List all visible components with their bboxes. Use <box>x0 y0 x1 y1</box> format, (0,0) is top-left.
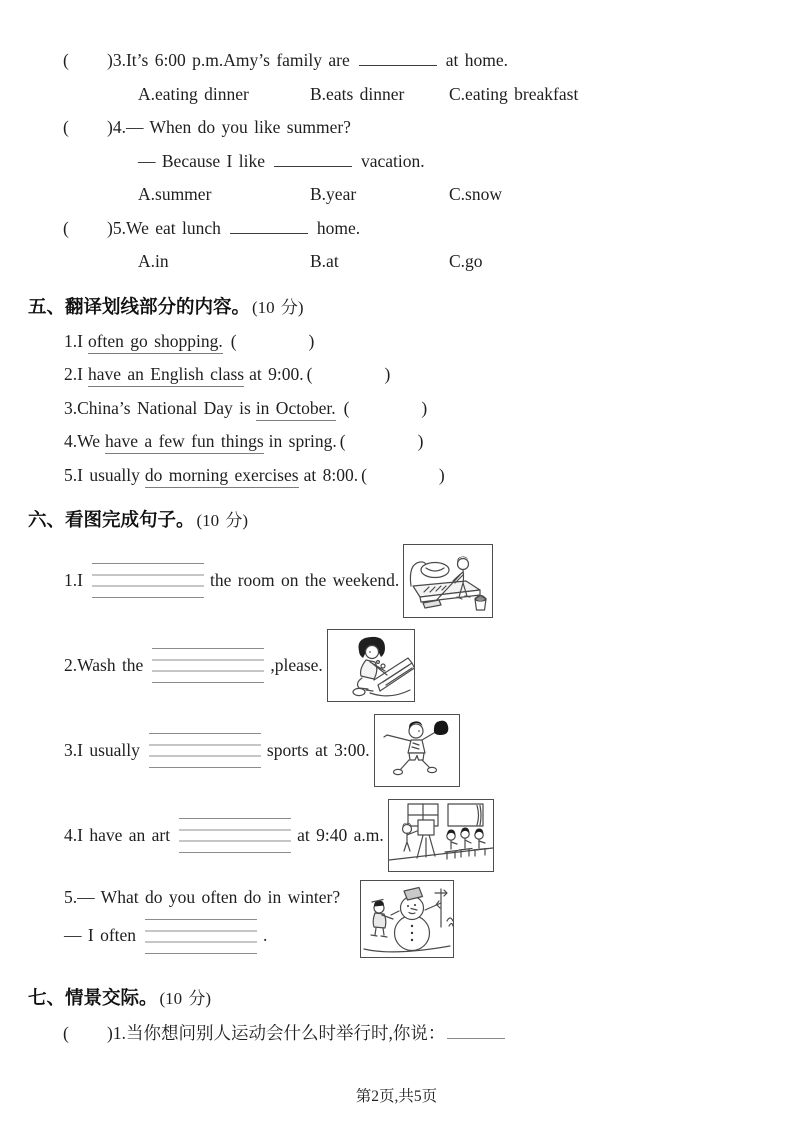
translation-item-2 <box>64 358 793 392</box>
answer-paren[interactable]: ( <box>63 1023 69 1043</box>
section-score: (10 分) <box>196 511 249 530</box>
stem-text: — Because I like <box>138 150 265 171</box>
situational-text: 当你想问别人运动会什么时举行时,你说： <box>125 1023 446 1043</box>
section-score: (10 分) <box>252 297 304 317</box>
answer-paren[interactable]: ( <box>63 50 69 70</box>
item-text: in spring. <box>268 431 337 451</box>
underlined-phrase: have an English class <box>88 364 244 387</box>
sentence-text: 3.I usually <box>64 740 140 760</box>
question-5 <box>63 212 793 279</box>
writing-lines-blank[interactable] <box>149 733 261 768</box>
situational-item-1 <box>63 1016 793 1050</box>
option-b[interactable]: B.year <box>310 184 357 204</box>
option-b[interactable]: B.eats dinner <box>310 83 405 104</box>
option-a[interactable]: A.eating dinner <box>138 83 249 104</box>
sentence-text: 1.I <box>64 570 83 590</box>
writing-lines-blank[interactable] <box>152 648 264 683</box>
stem-text: at home. <box>445 50 509 70</box>
picture-sentence-3 <box>64 708 793 793</box>
item-text: at 9:00. <box>249 364 304 384</box>
stem-text: vacation. <box>361 150 425 171</box>
answer-blank[interactable] <box>274 151 352 167</box>
translation-section <box>64 325 793 493</box>
option-a[interactable]: A.in <box>138 251 169 271</box>
multiple-choice-section <box>63 44 793 279</box>
underlined-phrase: have a few fun things <box>105 431 264 454</box>
dialogue-answer <box>64 916 340 954</box>
question-3-stem <box>63 44 793 78</box>
section-title-text: 六、看图完成句子。 <box>28 509 195 530</box>
sentence-text: the room on the weekend. <box>209 570 400 590</box>
grading-paren-open: ( <box>306 364 313 384</box>
translation-item-4 <box>64 425 793 459</box>
section-seven-title <box>28 981 793 1016</box>
response-blank[interactable] <box>447 1023 505 1039</box>
writing-lines-blank[interactable] <box>179 818 291 853</box>
page-number: 第2页,共5页 <box>355 1088 438 1105</box>
grading-paren-close: ) <box>417 431 424 451</box>
picture-sentence-4 <box>64 793 793 878</box>
grading-paren-open: ( <box>343 397 350 418</box>
sentence-text: — I often <box>64 925 137 945</box>
question-number: )1. <box>107 1023 126 1043</box>
question-4-options <box>63 178 793 212</box>
picture-sentence-5 <box>64 878 793 970</box>
question-number: )4. <box>107 117 126 137</box>
item-text: 3.China’s National Day is <box>64 397 251 418</box>
sentence-text: sports at 3:00. <box>266 740 370 760</box>
stem-text: It’s 6:00 p.m.Amy’s family are <box>125 50 350 70</box>
grading-paren-open: ( <box>230 330 237 351</box>
question-number: )5. <box>107 217 126 238</box>
question-4 <box>63 111 793 212</box>
translation-item-5 <box>64 459 793 493</box>
question-5-text-column <box>64 878 340 954</box>
item-text: at 8:00. <box>303 464 359 485</box>
sentence-text: at 9:40 a.m. <box>297 825 384 845</box>
option-a[interactable]: A.summer <box>138 184 212 204</box>
section-title-text: 五、翻译划线部分的内容。 <box>28 295 251 317</box>
option-c[interactable]: C.eating breakfast <box>449 83 579 104</box>
item-text: 5.I usually <box>64 464 140 485</box>
answer-paren[interactable]: ( <box>63 117 69 137</box>
translation-item-1 <box>64 325 793 359</box>
child-mopping-room-illustration <box>403 544 493 618</box>
dialogue-question: 5.— What do you often do in winter? <box>64 887 341 907</box>
item-text: 1.I <box>64 330 83 351</box>
grading-paren-close: ) <box>308 330 315 351</box>
option-c[interactable]: C.go <box>449 251 483 271</box>
picture-sentence-2 <box>64 623 793 708</box>
section-six-title <box>28 503 793 538</box>
section-five-title <box>28 290 793 325</box>
picture-sentence-1 <box>64 538 793 623</box>
question-3 <box>63 44 793 111</box>
underlined-phrase: do morning exercises <box>145 465 299 488</box>
grading-paren-open: ( <box>339 431 346 451</box>
page-footer <box>0 1084 793 1106</box>
underlined-phrase: in October. <box>256 398 336 421</box>
sentence-text: ,please. <box>270 655 323 675</box>
stem-text: home. <box>316 217 361 238</box>
stem-text: — When do you like summer? <box>125 117 351 137</box>
grading-paren-open: ( <box>361 464 367 485</box>
section-score: (10 分) <box>159 989 212 1008</box>
sentence-text: 2.Wash the <box>64 655 144 675</box>
grading-paren-close: ) <box>421 397 428 418</box>
boy-playing-sports-illustration <box>374 714 460 787</box>
writing-lines-blank[interactable] <box>92 563 204 598</box>
answer-blank[interactable] <box>359 50 437 66</box>
section-title-text: 七、情景交际。 <box>28 987 158 1008</box>
answer-blank[interactable] <box>230 218 308 234</box>
translation-item-3 <box>64 392 793 426</box>
sentence-text: . <box>263 925 268 945</box>
underlined-phrase: often go shopping. <box>88 331 223 354</box>
question-5-stem <box>63 212 793 246</box>
stem-text: We eat lunch <box>125 217 221 238</box>
girl-washing-clothes-illustration <box>327 629 415 702</box>
question-4-stem <box>63 111 793 145</box>
option-c[interactable]: C.snow <box>449 184 502 204</box>
question-4-reply <box>63 145 793 179</box>
writing-lines-blank[interactable] <box>145 919 257 954</box>
question-number: )3. <box>107 50 126 70</box>
snowman-illustration <box>360 880 454 958</box>
grading-paren-close: ) <box>438 464 445 485</box>
answer-paren[interactable]: ( <box>63 217 69 238</box>
sentence-text: 4.I have an art <box>64 825 171 845</box>
art-class-illustration <box>388 799 494 872</box>
grading-paren-close: ) <box>384 364 391 384</box>
option-b[interactable]: B.at <box>310 251 339 271</box>
question-5-options <box>63 245 793 279</box>
item-text: 4.We <box>64 431 101 451</box>
item-text: 2.I <box>64 364 83 384</box>
question-3-options <box>63 78 793 112</box>
